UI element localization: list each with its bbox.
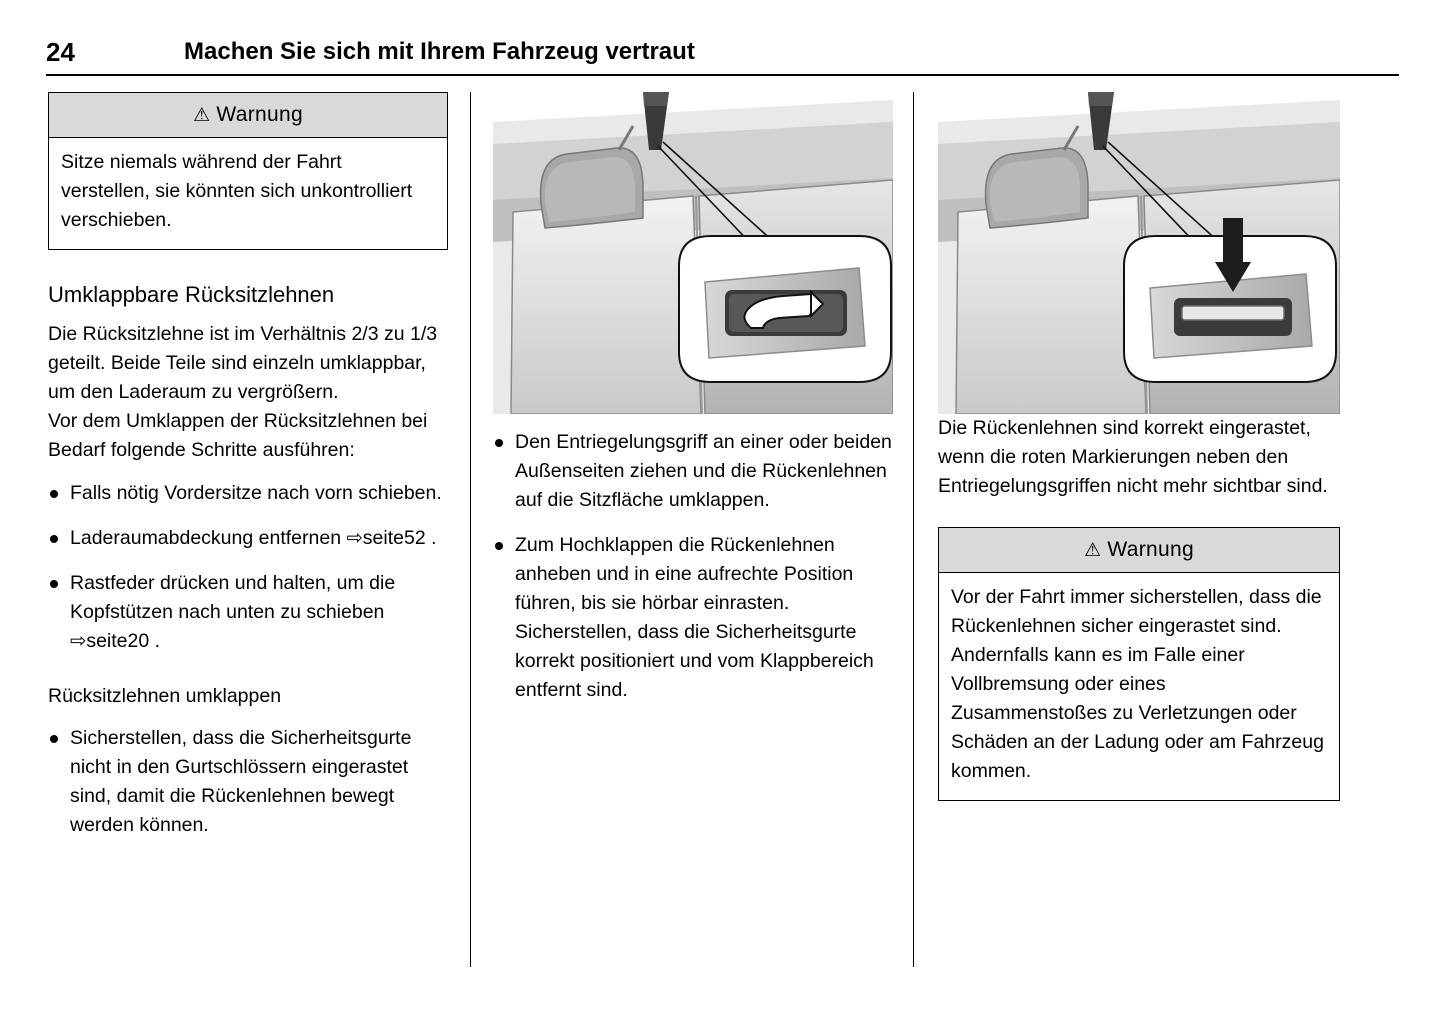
rear-seat-latch-indicator-illustration bbox=[938, 92, 1340, 414]
figure-2-steps-list bbox=[493, 428, 893, 705]
column-1 bbox=[48, 92, 448, 856]
section-title: Umklappbare Rücksitzlehnen bbox=[48, 282, 335, 307]
subsection-title: Rücksitzlehnen umklappen bbox=[48, 685, 282, 707]
chapter-title: Machen Sie sich mit Ihrem Fahrzeug vertraut bbox=[184, 38, 695, 65]
column-divider-1 bbox=[470, 92, 471, 967]
warning-box-1-header bbox=[49, 93, 447, 138]
fold-steps-list bbox=[48, 724, 448, 840]
column-3 bbox=[938, 92, 1340, 801]
page-header bbox=[46, 36, 1399, 76]
column-divider-2 bbox=[913, 92, 914, 967]
page-number: 24 bbox=[46, 37, 75, 67]
paragraph-2: Vor dem Umklappen der Rücksitzlehnen bei Bedarf folgende Schritte ausführen: bbox=[48, 410, 428, 461]
warning-box-1-body: Sitze niemals während der Fahrt verstellen, sie könnten sich unkontrolliert verschieben. bbox=[61, 151, 413, 231]
warning-box-2-body: Vor der Fahrt immer sicherstellen, dass die Rückenlehnen sicher eingerastet sind. Andernfalls kann es im Falle einer Vollbremsung oder eines Zusammenstoßes zu Verletzungen oder Schäden an der Ladung oder am Fahrzeug kommen. bbox=[951, 586, 1324, 782]
list-item: Rastfeder drücken und halten, um die Kopfstützen nach unten zu schieben ⇨seite20 . bbox=[48, 569, 448, 656]
warning-triangle-icon: ⚠ bbox=[193, 105, 211, 126]
warning-box-2-header bbox=[939, 528, 1339, 573]
warning-box-1-title: Warnung bbox=[216, 103, 303, 126]
list-item: Zum Hochklappen die Rückenlehnen anheben und in eine aufrechte Position führen, bis sie hörbar einrasten. Sicherstellen, dass die Sicherheitsgurte korrekt positioniert und vom Klappbereich entfernt sind. bbox=[493, 531, 893, 705]
figure-3-graphic bbox=[938, 92, 1340, 414]
rear-seat-release-handle-illustration bbox=[493, 92, 893, 414]
warning-triangle-icon: ⚠ bbox=[1084, 540, 1102, 561]
steps-list bbox=[48, 479, 448, 656]
figure-2-graphic bbox=[493, 92, 893, 414]
warning-box-1 bbox=[48, 92, 448, 250]
column-2 bbox=[493, 92, 893, 721]
paragraph-3: Die Rückenlehnen sind korrekt eingerastet, wenn die roten Markierungen neben den Entriegelungsgriffen nicht mehr sichtbar sind. bbox=[938, 417, 1328, 497]
list-item: Sicherstellen, dass die Sicherheitsgurte nicht in den Gurtschlössern eingerastet sind, damit die Rückenlehnen bewegt werden können. bbox=[48, 724, 448, 840]
warning-box-2-title: Warnung bbox=[1107, 538, 1194, 561]
list-item: Falls nötig Vordersitze nach vorn schieben. bbox=[48, 479, 448, 508]
header-divider bbox=[46, 74, 1399, 76]
paragraph-1: Die Rücksitzlehne ist im Verhältnis 2/3 zu 1/3 geteilt. Beide Teile sind einzeln umklappbar, um den Laderaum zu vergrößern. bbox=[48, 323, 438, 403]
list-item: Laderaumabdeckung entfernen ⇨seite52 . bbox=[48, 524, 448, 553]
list-item: Den Entriegelungsgriff an einer oder beiden Außenseiten ziehen und die Rückenlehnen auf die Sitzfläche umklappen. bbox=[493, 428, 893, 515]
warning-box-2 bbox=[938, 527, 1340, 801]
